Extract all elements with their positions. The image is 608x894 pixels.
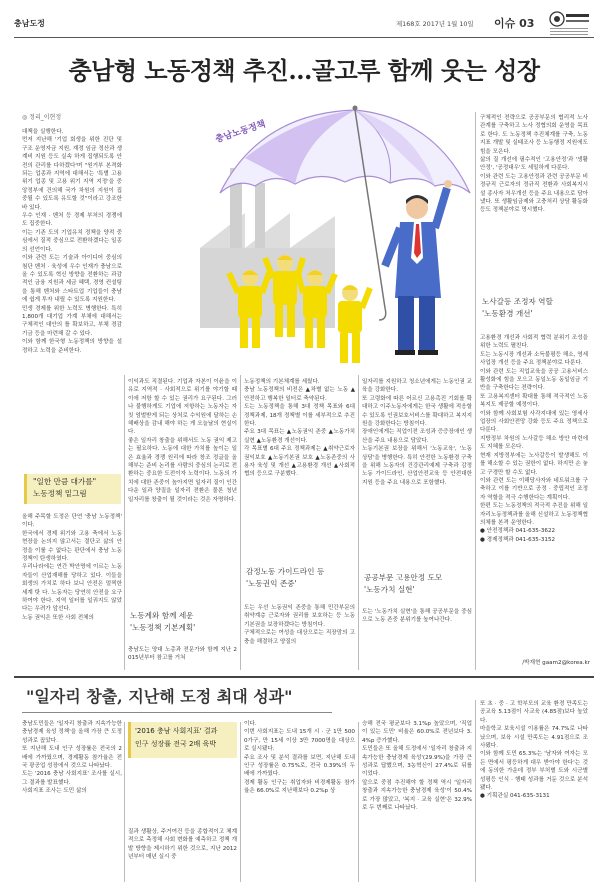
paragraph: 노동 권익은 또한 사회 전체의 bbox=[22, 614, 94, 621]
paragraph: 이와 관련 도는 직업교육을 공공 고용서비스 활성화에 힘을 모으고 동일노동 동일임금 기반을 구축한다는 전략이다. bbox=[480, 368, 588, 392]
paragraph: 우리나라에는 연간 박안명에 이르는 노동자들이 산업재해를 당하고 있다. 이들을 회생의 가치로 하다 보니 안전은 멀찍한 세계 탓 다. 노동자는 당연히 안전을 요구하여야 한다. 지역 일터를 일궈지도 않았다는 우려가 앞선다. bbox=[22, 564, 122, 613]
lower-subheading-box: '2016 충남 사회지표' 결과 인구 성장률 전국 2배 육박 bbox=[128, 722, 237, 758]
paragraph: 이번 사회지표는 도내 15개 시 · 군 1만 5000가구, 만 15세 이상 3만 7000명을 대상으로 실시됐다. bbox=[244, 729, 355, 753]
paragraph: 승해 전국 평균보다 3.1%p 높았으며, '직업이 있는 도민' 비율은 60.0%로 전년보다 3.4%p 증가했다. bbox=[362, 721, 472, 744]
paragraph: 앞으로 중점 추진해야 할 정책 역시 '일자리 창출과 지속가능한 충남경제 육성'이 50.4%로 가장 많았고, '복지 · 교육 실현'은 32.9%로 두 번째로 나타났다. bbox=[362, 779, 472, 812]
paragraph: 고용환경 개선과 사회적 협력 분위기 조성을 위한 노력도 펼친다. bbox=[480, 335, 588, 350]
paragraph: 노동기본권 보장을 위해서 '노동교육', '노동상담'을 병행한다. 특히 안전한 노동환경 구축을 위해 노동자의 건강관리예제 구축과 감정노동 가이드라인, 산업안전교육 등 안전대한 지원 등을 주요 내용으로 포함했다. bbox=[362, 446, 472, 486]
paragraph: 한편 도는 노동정책의 적극적 추진을 위해 일자리노동정책과를 올해 신설하고 노동정책협의체를 본격 운영한다. bbox=[480, 503, 588, 526]
header-section-left: 충남도정 bbox=[14, 19, 45, 28]
lower-headline: "일자리 창출, 지난해 도정 최대 성과" bbox=[26, 687, 293, 706]
paragraph: 도는 '노동가치 실현'을 통해 공공부문을 중심으로 노동 존중 분위기를 높여나간다. bbox=[362, 609, 472, 624]
subheading-col5: 노사갈등 조정자 역할 '노동환경 개선' bbox=[482, 297, 553, 318]
paragraph: 삶의 질 개선에 필수적인 '고용안정'과 '생활안정', '공정대우'도 세밀하게 다룬다. bbox=[480, 157, 588, 172]
column-rule bbox=[124, 375, 125, 670]
article-column-2-bottom bbox=[128, 646, 237, 670]
header-section-right: 이슈 03 bbox=[494, 17, 535, 30]
paragraph: 우수 인재 · 벤처 등 경제 부처의 경쟁에도 집중한다. bbox=[22, 213, 122, 228]
header-issue-info: 제168호 2017년 1월 10일 bbox=[396, 20, 474, 28]
umbrella-text: 충남노동정책 bbox=[214, 119, 268, 146]
column-rule bbox=[358, 375, 359, 670]
paragraph: 민생 경제를 위한 노력도 병행한다. 특히 1,800개 대기업 가계 부채에 대해서는 구체적인 대안의 틀 확보하고, 부채 경감 기금 등을 마련해 갈 수 있다. bbox=[22, 305, 122, 337]
paragraph: 먼저 지난해 '기업 회생을 위한 진단 및 구조 운영자금 지원, 재정 임금 정산과 생계비 지원 등도 실속 하게 집행되도록 안전의 관리를 다하겠다'며 "원거부 본격화 되는 업종과 지역에 대해서는 '특별 고용 위기 업종 및 고용 위기 지역 지정'을 중앙정부에 건의해 국가 차원의 지원이 집중될 수 있도록 유도할 것"이라고 강조한 바 있다. bbox=[22, 137, 122, 211]
article-column-5-top bbox=[480, 114, 588, 288]
paragraph: 이다. bbox=[244, 721, 257, 727]
masthead-logo bbox=[548, 9, 590, 39]
paragraph: 이는 기존 도의 기업유치 정책을 양적 중심에서 질적 중심으로 전환하겠다는 일종의 선언이다. bbox=[22, 229, 122, 253]
paragraph: 구체적인 전략으로 공공부문의 협리적 노사관계를 구축하고 노사 정협의회 운영을 목표로 한다. 도 노동정책 추진체계를 구축, 노동지표 개발 및 실태조사 등 노동행정 지원에도 힘을 모은다. bbox=[480, 115, 588, 155]
subheading-col3: 감정노동 가이드라인 등 '노동권익 존중' bbox=[246, 567, 325, 588]
paragraph: ● 경제정책과 041-635-3152 bbox=[480, 536, 556, 543]
paragraph: 도는 '2016 충남 사회지표' 조사를 실시, 그 결과를 발표했다. bbox=[22, 771, 122, 786]
byline-text: 정리_이현정 bbox=[29, 114, 62, 121]
paragraph: 도민들은 또 올해 도정에서 '일자리 창출과 지속가능한 충남경제 육성'(29.9%)을 가장 큰 성과로 답했으며, 3농혁신이 27.4%로 뒤를 이었다. bbox=[362, 746, 472, 778]
byline-marker-icon: ◎ bbox=[22, 114, 28, 121]
article-column-5-bottom bbox=[480, 334, 588, 656]
article-column-1-top bbox=[22, 128, 122, 468]
header-rule bbox=[14, 37, 594, 38]
paragraph: ● 기획관실 041-635-3131 bbox=[480, 793, 550, 800]
paragraph: 이와 함께 사회보험 사각지대에 있는 영세사업장의 사회안전망 강화 등도 주요 정책으로 다룬다. bbox=[480, 410, 588, 434]
column-rule bbox=[475, 112, 476, 670]
paragraph: 지방정부 차원의 노사갈등 해소 방안 마련에도 지혜를 모은다. bbox=[480, 435, 588, 451]
paragraph: 현재 지방정부에는 노사갈등이 발생해도 이를 해소할 수 있는 권한이 없다. 하지만 손 놓고 구경만 할 수도 없다. bbox=[480, 452, 588, 476]
article-divider bbox=[14, 676, 594, 678]
paragraph: 사회지표 조사는 도민 삶의 bbox=[22, 788, 87, 795]
businessman-icon bbox=[385, 180, 452, 355]
paragraph: 일자리를 지원하고 청소년에게는 노동인권 교육을 강화한다. bbox=[362, 379, 472, 394]
paragraph: ● 안전정책과 041-635-3622 bbox=[480, 528, 556, 535]
paragraph: 이와 관련 도는 고용안정과 관련 공공부문 비정규직 근로자의 정규직 전환과 사회복지시설 종사자 처우개선 등을 주요 내용으로 담아냈다. 또 생활임금제와 고충처리 상담 활동화 등도 정책분야로 명시했다. bbox=[480, 173, 588, 214]
subheading-col4: 공공부문 고용안정 도모 '노동가치 실현' bbox=[364, 573, 443, 594]
page-headline: 충남형 노동정책 추진…골고루 함께 웃는 성장 bbox=[68, 56, 540, 85]
column-rule bbox=[124, 722, 125, 882]
paragraph: 도는 우선 노동권익 존중을 통해 민간부문의 취약계층 근로자와 권리를 보호하는 등 노동기본권을 보장하겠다는 방침이다. bbox=[244, 605, 355, 628]
article-column-3-bottom bbox=[244, 604, 355, 670]
paragraph: 충남도는 양대 노총과 전문가와 함께 지난 2015년부터 참고를 거쳐 bbox=[128, 647, 237, 662]
paragraph: 경제 활동 인구는 취업자와 비경제활동 참가율은 66.0%로 지난해보다 0.2%p 상 bbox=[244, 779, 355, 795]
paragraph: 장애인에게는 직업이전 조성과 증증장애인 생산을 주요 내용으로 담았다. bbox=[362, 429, 472, 444]
paragraph: 주요 조사 및 분석 결과를 보면, 지난해 도내 인구 성장률은 0.75%로, 전국 0.39%의 두 배에 가까웠다. bbox=[244, 754, 355, 778]
lower-column-3 bbox=[244, 720, 355, 882]
paragraph: 충남 노동정책의 비전은 ▲차별 없는 노동 ▲안전하고 행복한 일터로 축약된다. bbox=[244, 387, 355, 402]
column-rule bbox=[358, 722, 359, 882]
lower-column-5 bbox=[480, 700, 588, 882]
paragraph: 도는 노동정책을 통해 3대 정책 목표와 6대 정책과제, 18개 정책별 이를 세부적으로 추진한다. bbox=[244, 404, 355, 428]
paragraph: 질과 생활상, 주거여건 등을 종합적이고 체계적으로 측정해 사회 변화를 예측하고 정책 개발 방향을 제시하기 위한 것으로, 지난 2012년부터 매년 실시 중 bbox=[128, 829, 237, 861]
paragraph: 또 지난해 도내 인구 성장률은 전국의 2배에 가까웠으며, 경제활동 참가율은 전국 광공업 성장에서 것으로 나타났다. bbox=[22, 746, 122, 770]
paragraph: 도는 노동시장 개선과 소득불평등 해소, 영세사업장 개선 등을 주요 정책분야로 다룬다. bbox=[480, 351, 588, 367]
paragraph: 구체적으로는 여성을 대상으로는 직장맘의 고충을 해결하고 양질의 bbox=[244, 630, 355, 645]
byline bbox=[22, 112, 61, 121]
paragraph: 좋은 일자리 창출을 위해서도 노동 권익 제고는 필요하다. 노동에 대한 가치를 높이는 일은 효율과 경쟁 원리에 따라 창조 정글을 올해부는 준비 논리를 사람의 중심의 논리로 전환하는 중요한 도전이자 노력이다. 노동의 가치에 대한 존중이 높아지면 일자리 질이 인간다운 일과 양질을 일자리 전환은 물론 청년 일자리를 창출이 될 것이라는 것은 자명하다. bbox=[128, 437, 237, 503]
lower-headline-rule bbox=[22, 712, 332, 713]
paragraph: 이와 함께 한국형 노동정책의 방향을 설정하고 노력을 준비한다. bbox=[22, 339, 122, 354]
paragraph: 한국에서 경제 위기와 고용 축에서 노동 현장을 논의지 않고서는 결단코 삶의 안정을 이룰 수 없다는 판단에서 충남 노동정책이 탄생하였다. bbox=[22, 530, 122, 563]
paragraph: 이와 함께 도민 65.3%는 '남자와 여자는 모든 면에서 평등하게 대우 받아야 한다'는 것에 동의한 가운데 정부 부처별 도와 시군별 성평등 인식 · 행태 성과를 거둔 것으로 분석됐다. bbox=[480, 751, 588, 792]
paragraph: 마을학교 보육시설 이용률은 74.7%로 나타났으며, 보육 시설 만족도는 4.91점으로 조사됐다. bbox=[480, 726, 588, 750]
article-column-1-bottom bbox=[22, 513, 122, 670]
article-column-3-top bbox=[244, 378, 355, 558]
subheading-col2: 노동계와 함께 세운 '노동정책 기본계획' bbox=[130, 611, 196, 632]
lower-column-4 bbox=[362, 720, 472, 882]
lower-column-1 bbox=[22, 720, 122, 882]
paragraph: 충남도민들은 '일자리 창출과 지속가능한 충남경제 육성 정책'을 올해 가장 큰 도정 성과로 꼽았다. bbox=[22, 721, 122, 744]
article-column-2-top bbox=[128, 378, 237, 608]
paragraph: 또 초 · 중 · 고 학부모의 교육 환경 만족도는 공교육 5.13점이 사교육 (4.85점)보다 높았다. bbox=[480, 701, 588, 724]
article-column-4-top bbox=[362, 378, 472, 543]
paragraph: 이와 관련 도는 기술과 아이디어 중심의 첨단 벤처 · 육성에 우수 인재가 충남으로 올 수 있도록 혁신 방향을 전환하는 과감적인 금융 지원과 세금 혜택, 경영 컨설팅을 통해 벤처와 스타트업 기업들이 충남에 쉽게 투자 내릴 수 있도록 지원한다. bbox=[22, 255, 122, 304]
paragraph: 이와 관련 도는 이해당사자와 네트워크를 구축하고 이를 기반으로 공정 · 중립적인 조정자 역할을 적극 수행한다는 계획이다. bbox=[480, 477, 588, 501]
column-rule bbox=[475, 700, 476, 882]
paragraph: 이익과도 직결된다. 기업과 자본이 이윤을 이유로 지역적 · 사회적으로 위기를 야기할 때 이에 저항 할 수 있는 권리가 요구된다. 그러나 불행하게도 기업에 저항하는 노동자는 자칫 엄벌받게 되는 상처로 수익원에 달하는 손해배상을 감내 해야 하는 게 오늘날의 현실이다. bbox=[128, 379, 237, 436]
paragraph: 노동정책의 기본체계를 세웠다. bbox=[244, 379, 320, 385]
paragraph: 올해 주목할 도정은 단연 '충남 노동정책' 이다. bbox=[22, 514, 122, 529]
paragraph: 주요 3대 목표는 ▲노동권익 존중 ▲노동가치 실현 ▲노동환경 개선이다. bbox=[244, 429, 355, 444]
subheading-col1: "일한 만큼 대가를" 노동정책 밑그림 bbox=[24, 474, 121, 504]
paragraph: 각 목표별 6대 주요 정책과제는 ▲취약근로자 권익보호 ▲노동기본권 보호 ▲노동존중의 사용자 육성 및 개선 ▲고용환경 개선 ▲사회적 협의 등으로 구분했다. bbox=[244, 446, 355, 478]
article-credit: /박재현 gaam2@korea.kr bbox=[522, 660, 590, 666]
paragraph: 대책을 실행한다. bbox=[22, 129, 64, 135]
logo-mark-icon bbox=[548, 9, 590, 39]
column-rule bbox=[240, 375, 241, 670]
labor-policy-illustration bbox=[185, 98, 475, 373]
paragraph: 또 고령화에 따른 어르신 고용촉진 기회를 확대하고 이주노동자에게는 한국 생활에 적응할 수 있도록 인권보호서비스를 확대하고 복지지원을 강화한다는 방침이다. bbox=[362, 395, 472, 428]
column-rule bbox=[240, 722, 241, 882]
lower-column-2 bbox=[128, 828, 237, 882]
article-column-4-bottom bbox=[362, 608, 472, 648]
paragraph: 또 고용복지센터 확대를 통해 적극적인 노동복지도 제공할 예정이다. bbox=[480, 393, 588, 409]
